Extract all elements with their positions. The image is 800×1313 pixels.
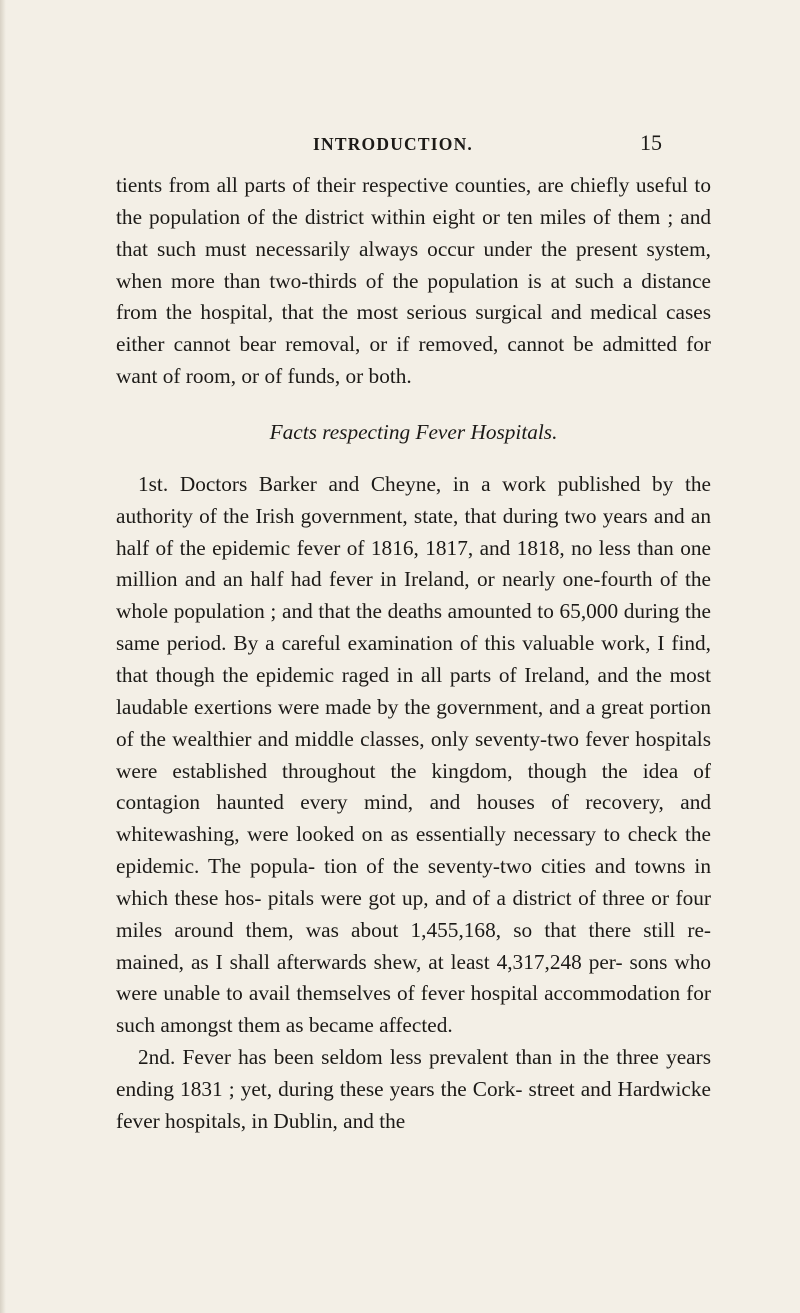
paragraph-continuation: tients from all parts of their respective counties, are chiefly useful to the population of the district within eight or ten miles of them ; and that such must necessarily always occur under the present system, when more than two-thirds of the population is at such a distance from the hospital, that the most serious surgical and medical cases either cannot bear removal, or if removed, cannot be admitted for want of room, or of funds, or both. — [116, 173, 711, 389]
page-edge — [0, 0, 6, 1313]
running-head — [0, 130, 800, 164]
page-number: 15 — [640, 130, 662, 155]
section-heading: Facts respecting Fever Hospitals. — [269, 419, 558, 444]
text-block — [116, 170, 711, 1138]
running-title: INTRODUCTION. — [313, 134, 473, 154]
paragraph-second-fact: 2nd. Fever has been seldom less prevalent than in the three years ending 1831 ; yet, during these years the Cork- street and Hardwicke fever hospitals, in Dublin, and the — [116, 1045, 711, 1133]
paragraph-first-fact: 1st. Doctors Barker and Cheyne, in a work published by the authority of the Irish government, state, that during two years and an half of the epidemic fever of 1816, 1817, and 1818, no less than one million and an half had fever in Ireland, or nearly one-fourth of the whole population ; and that the deaths amounted to 65,000 during the same period. By a careful examination of this valuable work, I find, that though the epidemic raged in all parts of Ireland, and the most laudable exertions were made by the government, and a great portion of the wealthier and middle classes, only seventy-two fever hospitals were established throughout the kingdom, though the idea of contagion haunted every mind, and houses of recovery, and whitewashing, were looked on as essentially necessary to check the epidemic. The popula- tion of the seventy-two cities and towns in which these hos- pitals were got up, and of a district of three or four miles around them, was about 1,455,168, so that there still re- mained, as I shall afterwards shew, at least 4,317,248 per- sons who were unable to avail themselves of fever hospital accommodation for such amongst them as became affected. — [116, 471, 711, 1038]
